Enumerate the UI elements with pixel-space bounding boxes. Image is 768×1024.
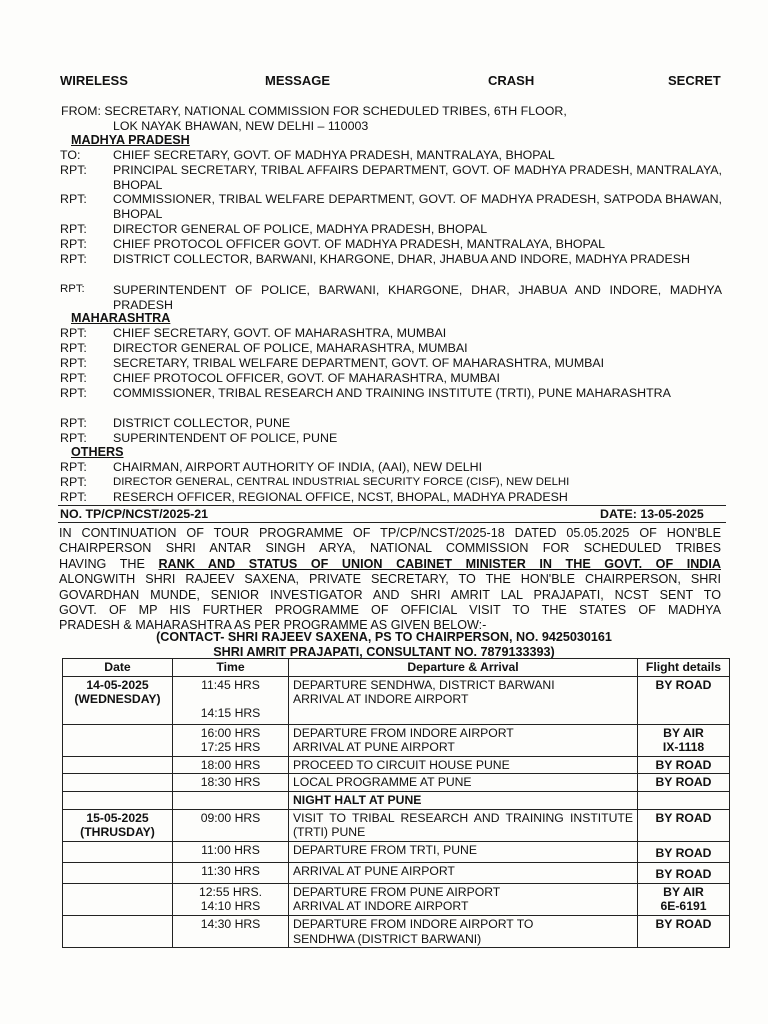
flight-mode: BY ROAD <box>655 677 712 692</box>
time-value: 17:25 HRS <box>200 740 261 755</box>
flight-mode: BY AIR <box>663 725 704 740</box>
addressee-label: RPT: <box>60 341 87 355</box>
flight-cell <box>638 676 730 724</box>
date-cell <box>63 841 173 862</box>
header-wireless: WIRELESS <box>60 73 128 88</box>
body-text: HAVING THE <box>59 556 159 571</box>
addressee-label: RPT: <box>60 431 87 445</box>
route-text: ARRIVAL AT PUNE AIRPORT <box>293 740 455 755</box>
divider-top <box>58 505 726 506</box>
addressee-text: CHIEF PROTOCOL OFFICER, GOVT. OF MAHARASHTRA, MUMBAI <box>113 371 500 385</box>
date-cell <box>63 915 173 947</box>
weekday-value: (THRUSDAY) <box>80 825 155 840</box>
section-heading-mh: MAHARASHTRA <box>71 311 171 325</box>
date-cell <box>63 791 173 809</box>
time-cell: 11:30 HRS <box>173 862 289 883</box>
table-row <box>63 841 730 862</box>
body-line: ALONGWITH SHRI RAJEEV SAXENA, PRIVATE SECRETARY, TO THE HON'BLE CHAIRPERSON, SHRI <box>59 572 721 587</box>
body-line: IN CONTINUATION OF TOUR PROGRAMME OF TP/CP/NCST/2025-18 DATED 05.05.2025 OF HON'BLE <box>59 526 721 540</box>
table-header-row <box>63 659 730 677</box>
route-cell <box>289 915 638 947</box>
date-cell <box>63 774 173 792</box>
addressee-label: RPT: <box>60 252 87 266</box>
addressee-label: RPT: <box>60 371 87 385</box>
flight-mode: BY AIR <box>663 884 704 899</box>
route-cell <box>289 676 638 724</box>
addressee-label: RPT: <box>60 386 87 400</box>
time-cell: 11:00 HRS <box>173 841 289 862</box>
addressee-label: RPT: <box>60 163 87 177</box>
addressee-label: RPT: <box>60 460 87 474</box>
body-line: PRADESH & MAHARASHTRA AS PER PROGRAMME AS GIVEN BELOW:- <box>59 618 487 633</box>
route-cell: PROCEED TO CIRCUIT HOUSE PUNE <box>289 756 638 774</box>
flight-number: IX-1118 <box>662 740 705 755</box>
flight-cell: BY ROAD <box>638 756 730 774</box>
contact-line-2: SHRI AMRIT PRAJAPATI, CONSULTANT NO. 7879133393) <box>213 645 555 659</box>
addressee-text: RESERCH OFFICER, REGIONAL OFFICE, NCST, BHOPAL, MADHYA PRADESH <box>113 490 568 504</box>
table-row <box>63 756 730 774</box>
body-line <box>59 557 721 572</box>
body-line: CHAIRPERSON SHRI ANTAR SINGH ARYA, NATIONAL COMMISSION FOR SCHEDULED TRIBES <box>59 541 721 556</box>
table-row <box>63 724 730 756</box>
col-header-flight: Flight details <box>638 659 730 677</box>
table-row <box>63 915 730 947</box>
flight-cell: BY ROAD <box>638 841 730 862</box>
time-value: 16:00 HRS <box>200 725 261 740</box>
from-line-2: LOK NAYAK BHAWAN, NEW DELHI – 110003 <box>113 119 369 133</box>
addressee-text: SUPERINTENDENT OF POLICE, PUNE <box>113 431 338 445</box>
time-cell <box>173 676 289 724</box>
addressee-text: CHIEF SECRETARY, GOVT. OF MAHARASHTRA, MUMBAI <box>113 326 447 340</box>
table-row <box>63 774 730 792</box>
date-cell <box>63 809 173 841</box>
addressee-label: RPT: <box>60 356 87 370</box>
table-row <box>63 676 730 724</box>
route-text: DEPARTURE FROM INDORE AIRPORT <box>293 725 514 740</box>
col-header-departure-arrival: Departure & Arrival <box>289 659 638 677</box>
addressee-text: SECRETARY, TRIBAL WELFARE DEPARTMENT, GOVT. OF MAHARASHTRA, MUMBAI <box>113 356 605 370</box>
flight-cell <box>638 883 730 915</box>
date-cell <box>63 676 173 724</box>
addressee-label: RPT: <box>60 326 87 340</box>
flight-cell: BY ROAD <box>638 774 730 792</box>
night-halt-cell: NIGHT HALT AT PUNE <box>289 791 638 809</box>
time-cell <box>173 791 289 809</box>
addressee-text: DIRECTOR GENERAL, CENTRAL INDUSTRIAL SECURITY FORCE (CISF), NEW DELHI <box>113 476 570 488</box>
table-row <box>63 862 730 883</box>
addressee-text: DISTRICT COLLECTOR, BARWANI, KHARGONE, DHAR, JHABUA AND INDORE, MADHYA PRADESH <box>113 252 690 266</box>
addressee-text: DIRECTOR GENERAL OF POLICE, MAHARASHTRA, MUMBAI <box>113 341 468 355</box>
time-cell <box>173 883 289 915</box>
contact-line-1: (CONTACT- SHRI RAJEEV SAXENA, PS TO CHAIRPERSON, NO. 9425030161 <box>156 630 612 644</box>
date-cell <box>63 724 173 756</box>
flight-cell: BY ROAD <box>638 915 730 947</box>
addressee-label: RPT: <box>60 490 87 504</box>
header-crash: CRASH <box>488 73 535 88</box>
addressee-label: RPT: <box>60 475 87 489</box>
body-line: GOVARDHAN MUNDE, SENIOR INVESTIGATOR AND SHRI AMRIT LAL PRAJAPATI, NCST SENT TO <box>59 587 721 602</box>
time-value: 12:55 HRS. <box>198 884 262 899</box>
route-cell <box>289 724 638 756</box>
weekday-value: (WEDNESDAY) <box>74 692 161 707</box>
section-heading-mp: MADHYA PRADESH <box>71 133 190 147</box>
addressee-text: SUPERINTENDENT OF POLICE, BARWANI, KHARGONE, DHAR, JHABUA AND INDORE, MADHYA PRADESH <box>113 283 722 312</box>
date-cell <box>63 756 173 774</box>
schedule-table <box>62 658 730 948</box>
route-text: ARRIVAL AT INDORE AIRPORT <box>293 899 469 914</box>
addressee-text: DISTRICT COLLECTOR, PUNE <box>113 416 291 430</box>
reference-number: NO. TP/CP/NCST/2025-21 <box>60 507 209 521</box>
reference-date: DATE: 13-05-2025 <box>600 507 704 521</box>
col-header-date: Date <box>63 659 173 677</box>
route-text: DEPARTURE FROM INDORE AIRPORT TO <box>293 916 534 931</box>
flight-cell <box>638 724 730 756</box>
time-cell: 18:00 HRS <box>173 756 289 774</box>
time-value: 11:45 HRS <box>201 677 260 692</box>
time-cell: 09:00 HRS <box>173 809 289 841</box>
addressee-text: COMMISSIONER, TRIBAL WELFARE DEPARTMENT, GOVT. OF MADHYA PRADESH, SATPODA BHAWAN, BHOPAL <box>113 192 722 221</box>
time-cell: 18:30 HRS <box>173 774 289 792</box>
time-cell: 14:30 HRS <box>173 915 289 947</box>
flight-cell: BY ROAD <box>638 862 730 883</box>
table-row <box>63 883 730 915</box>
date-cell <box>63 862 173 883</box>
addressee-label: RPT: <box>60 222 87 236</box>
addressee-text: COMMISSIONER, TRIBAL RESEARCH AND TRAINING INSTITUTE (TRTI), PUNE MAHARASHTRA <box>113 386 671 400</box>
route-cell: DEPARTURE FROM TRTI, PUNE <box>289 841 638 862</box>
body-line: GOVT. OF MP HIS FURTHER PROGRAMME OF OFFICIAL VISIT TO THE STATES OF MADHYA <box>59 603 721 618</box>
addressee-text: PRINCIPAL SECRETARY, TRIBAL AFFAIRS DEPARTMENT, GOVT. OF MADHYA PRADESH, MANTRALAYA, BHOPAL <box>113 163 722 192</box>
route-text: ARRIVAL AT INDORE AIRPORT <box>293 692 469 707</box>
flight-cell: BY ROAD <box>638 809 730 841</box>
table-row <box>63 791 730 809</box>
section-heading-others: OTHERS <box>71 445 124 459</box>
time-value: 14:10 HRS <box>200 899 261 914</box>
header-message: MESSAGE <box>265 73 331 88</box>
from-line-1: FROM: SECRETARY, NATIONAL COMMISSION FOR SCHEDULED TRIBES, 6TH FLOOR, <box>61 104 567 118</box>
date-value: 15-05-2025 <box>86 810 149 825</box>
time-cell <box>173 724 289 756</box>
col-header-time: Time <box>173 659 289 677</box>
addressee-label: RPT: <box>60 237 87 251</box>
route-text: DEPARTURE FROM PUNE AIRPORT <box>293 884 501 899</box>
flight-cell <box>638 791 730 809</box>
body-paragraph <box>59 526 721 634</box>
header-secret: SECRET <box>668 73 721 88</box>
addressee-label: RPT: <box>60 416 87 430</box>
flight-number: 6E-6191 <box>660 899 707 914</box>
route-text: DEPARTURE SENDHWA, DISTRICT BARWANI <box>293 677 555 692</box>
route-text: SENDHWA (DISTRICT BARWANI) <box>293 931 482 946</box>
addressee-text: DIRECTOR GENERAL OF POLICE, MADHYA PRADESH, BHOPAL <box>113 222 488 236</box>
route-cell: ARRIVAL AT PUNE AIRPORT <box>289 862 638 883</box>
addressee-label: RPT: <box>60 192 87 206</box>
addressee-label: TO: <box>60 148 81 162</box>
rank-status-highlight: RANK AND STATUS OF UNION CABINET MINISTER IN THE GOVT. OF INDIA <box>158 556 721 571</box>
addressee-text: CHIEF SECRETARY, GOVT. OF MADHYA PRADESH, MANTRALAYA, BHOPAL <box>113 148 555 162</box>
date-value: 14-05-2025 <box>86 677 149 692</box>
addressee-text: CHAIRMAN, AIRPORT AUTHORITY OF INDIA, (AAI), NEW DELHI <box>113 460 483 474</box>
date-cell <box>63 883 173 915</box>
time-value: 14:15 HRS <box>200 706 261 721</box>
route-cell: VISIT TO TRIBAL RESEARCH AND TRAINING INSTITUTE (TRTI) PUNE <box>289 809 638 841</box>
addressee-label: RPT: <box>60 283 85 295</box>
table-row <box>63 809 730 841</box>
divider-bottom <box>58 522 726 523</box>
addressee-text: CHIEF PROTOCOL OFFICER GOVT. OF MADHYA PRADESH, MANTRALAYA, BHOPAL <box>113 237 606 251</box>
route-cell: LOCAL PROGRAMME AT PUNE <box>289 774 638 792</box>
route-cell <box>289 883 638 915</box>
